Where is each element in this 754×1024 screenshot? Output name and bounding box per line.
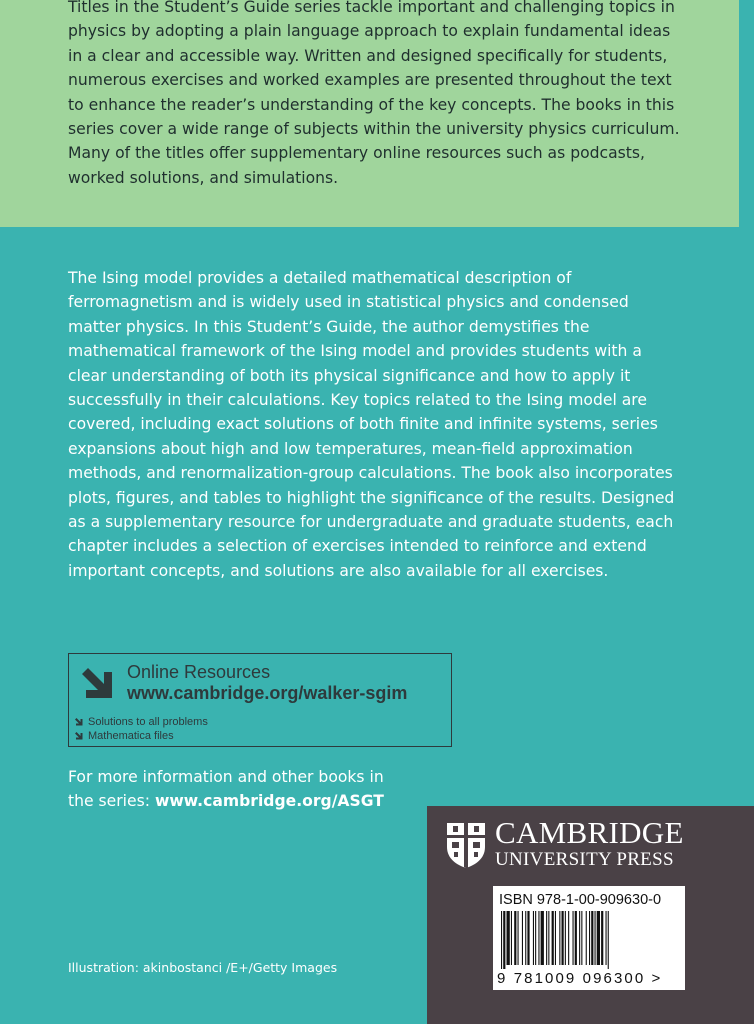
more-info-label: For more information and other books in the series: (68, 768, 384, 811)
barcode-digits: 9 781009 096300 > (497, 970, 663, 987)
barcode-bar (565, 911, 566, 965)
barcode-bar (541, 911, 544, 965)
barcode-bar (597, 911, 600, 965)
barcode-bar (562, 911, 564, 965)
small-arrow-icon (74, 731, 83, 740)
barcode-bar (573, 911, 574, 965)
isbn-label: ISBN 978-1-00-909630-0 (499, 892, 662, 908)
barcode-bar (591, 911, 593, 965)
resource-item (74, 730, 174, 742)
barcode-bar (511, 911, 512, 965)
barcode-bar (538, 911, 539, 965)
barcode-bar (608, 911, 609, 969)
book-description: The Ising model provides a detailed mathematical description of ferromagnetism and is widely used in statistical physics and condensed matter physics. In this Student’s Guide, the author demystifies the mathematical framework of the Ising model and provides students with a clear understanding of both its physical significance and how to apply it successfully in their calculations. Key topics related to the Ising model are covered, including exact solutions of both finite and infinite systems, series expansions about high and low temperatures, mean-field approximation methods, and renormalization-group calculations. The book also incorporates plots, figures, and tables to highlight the significance of the results. Designed as a supplementary resource for undergraduate and graduate students, each chapter includes a selection of exercises intended to reinforce and extend important concepts, and solutions are also available for all exercises. (68, 269, 675, 580)
barcode-bar (575, 911, 577, 965)
online-resources-title: Online Resources (127, 662, 271, 682)
down-right-arrow-icon (78, 664, 114, 700)
barcode-bar (507, 911, 510, 965)
publisher-panel (427, 806, 754, 1024)
barcode-bar (586, 911, 587, 965)
barcode-bar (606, 911, 607, 965)
barcode-bar (568, 911, 569, 965)
series-description: Titles in the Student’s Guide series tackle important and challenging topics in physics by adopting a plain language approach to explain fundamental ideas in a clear and accessible way. Written and designed specifically for students, numerous exercises and worked examples are presented throughout the text to enhance the reader’s understanding of the key concepts. The books in this series cover a wide range of subjects within the university physics curriculum. Many of the titles offer supplementary online resources such as podcasts, worked solutions, and simulations. (68, 0, 680, 187)
barcode-bar (548, 911, 549, 965)
barcode-bar (514, 911, 516, 965)
barcode-bar (525, 911, 526, 965)
barcode-bar (503, 911, 505, 969)
illustration-credit: Illustration: akinbostanci /E+/Getty Images (68, 960, 338, 975)
barcode-bar (559, 911, 560, 965)
barcode-bar (533, 911, 534, 965)
barcode-bar (527, 911, 529, 965)
online-resources-box (68, 653, 452, 747)
barcode-bar (601, 911, 603, 965)
barcode-bar (535, 911, 536, 965)
small-arrow-icon (74, 717, 83, 726)
resource-item-label: Mathematica files (88, 730, 174, 742)
online-resources-url[interactable]: www.cambridge.org/walker-sgim (127, 683, 408, 703)
barcode-bar (518, 911, 519, 965)
barcode-bar (552, 911, 554, 965)
publisher-subname: UNIVERSITY PRESS (495, 849, 674, 870)
barcode-box (493, 886, 685, 990)
barcode-icon (499, 911, 679, 969)
barcode-bar (501, 911, 502, 969)
series-band (0, 0, 739, 227)
barcode-bar (581, 911, 582, 965)
barcode-bar (595, 911, 596, 965)
side-strip (739, 103, 754, 227)
barcode-bar (589, 911, 590, 965)
series-url-link[interactable]: www.cambridge.org/ASGT (154, 792, 384, 811)
barcode-bar (555, 911, 556, 965)
more-info-text (68, 765, 398, 814)
resource-item-label: Solutions to all problems (88, 716, 208, 728)
barcode-bar (522, 911, 523, 965)
barcode-bar (579, 911, 580, 965)
barcode-bar (546, 911, 547, 965)
publisher-name: CAMBRIDGE (495, 815, 684, 850)
resource-item (74, 716, 208, 728)
cambridge-crest-icon (445, 821, 487, 869)
